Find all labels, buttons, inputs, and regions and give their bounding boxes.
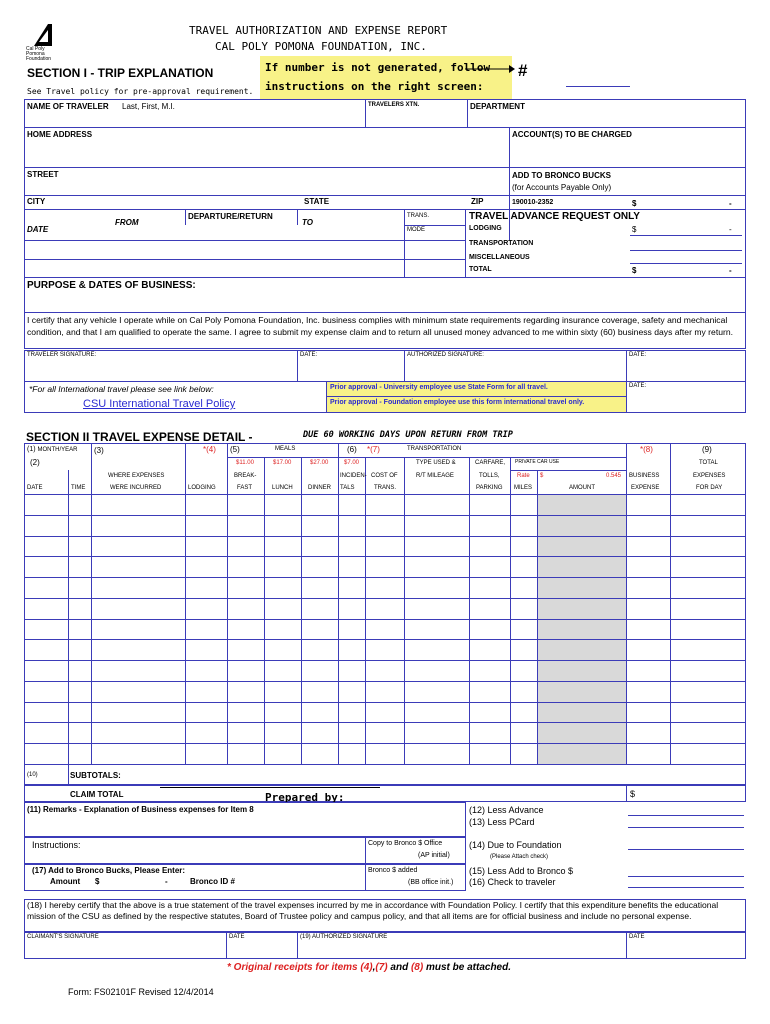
report-number-field[interactable] [566,70,630,84]
incidental-rate: $7.00 [344,460,360,466]
auth-signature-label: AUTHORIZED SIGNATURE: [407,352,484,358]
col7-label: *(7) [367,445,380,454]
lodging-label: LODGING [469,225,502,232]
trans-label: TRANS. [407,213,430,219]
bronco-dash: - [729,199,732,208]
rate-value: 0.545 [606,473,622,479]
parking-label: PARKING [476,485,503,491]
departure-return-label: DEPARTURE/RETURN [188,212,273,221]
lodging-dash: - [729,225,732,234]
rate-dollar: $ [540,473,544,479]
org-name: CAL POLY POMONA FOUNDATION, INC. [215,40,427,53]
bronco-added-label: Bronco $ added [368,867,418,874]
lodging-col-label: LODGING [188,485,216,491]
amount-label: AMOUNT [569,485,595,491]
attach-check-label: (Please Attach check) [490,854,549,860]
date-label: DATE [27,225,49,234]
bronco-sub: (for Accounts Payable Only) [512,183,612,192]
ap-initial-label: (AP initial) [418,852,450,859]
accounts-input[interactable] [512,142,742,164]
to-label: TO [302,218,313,227]
bronco-dollar: $ [632,199,637,208]
street-label: STREET [27,170,59,179]
mode-label: MODE [407,227,425,233]
expenses-label: EXPENSES [693,473,726,479]
total-dash: - [729,266,732,275]
less-pcard-label: (13) Less PCard [469,817,535,827]
expense-label: EXPENSE [631,485,660,491]
subtotals-label: SUBTOTALS: [70,771,121,780]
total-dollar: $ [632,266,637,275]
type-used-label: TYPE USED & [416,460,456,466]
where-expenses-label: WHERE EXPENSES [108,473,165,479]
purpose-label: PURPOSE & DATES OF BUSINESS: [27,280,196,291]
table-row-divider [24,598,746,599]
total-label: TOTAL [469,266,492,273]
were-incurred-label: WERE INCURRED [110,485,162,491]
claimant-date-label: DATE [229,934,245,940]
certification-text: (18) I hereby certify that the above is a true statement of the travel expenses incurred by me in accordance with Foundation Policy. I certify that this expenditure benefits the educational mission of the CSU as defined by the respective statutes, Board of Trustee policy and campus policy, and that all items are for official business and include no personal expense. [27,900,719,921]
table-row-divider [24,702,746,703]
misc-label: MISCELLANEOUS [469,254,530,261]
amount-enter-dollar: $ [95,877,100,886]
rate-label: Rate [517,473,530,479]
copy-bronco-label: Copy to Bronco $ Office [368,840,443,847]
arrow-right-icon [465,64,515,74]
col2-label: (2) [30,458,40,467]
notice-line2: instructions on the right screen: [265,80,484,93]
for-day-label: FOR DAY [696,485,723,491]
form-title: TRAVEL AUTHORIZATION AND EXPENSE REPORT [189,24,448,37]
col5-label: (5) [230,445,240,454]
bronco-id-label: Bronco ID # [190,877,235,886]
time-col-label: TIME [71,485,86,491]
due-foundation-label: (14) Due to Foundation [469,840,562,850]
claimant-signature-label: CLAIMANT'S SIGNATURE [27,934,99,940]
auth-sig-date-label: DATE: [629,352,647,358]
home-address-input[interactable] [27,142,505,164]
traveler-signature-label: TRAVELER SIGNATURE: [27,352,97,358]
authorized-date-label: DATE [629,934,645,940]
amount-enter-label: Amount [50,877,81,886]
lodging-dollar: $ [632,225,637,234]
department-label: DEPARTMENT [470,102,525,111]
col10-label: (10) [27,772,38,778]
col6-label: (6) [347,445,357,454]
department-input[interactable] [470,112,742,125]
csu-policy-link[interactable]: CSU International Travel Policy [83,398,236,410]
fast-label: FAST [237,485,253,491]
table-row-divider [24,681,746,682]
trans-col-label: TRANS. [374,485,397,491]
state-label: STATE [304,197,330,206]
col4-label: *(4) [203,445,216,454]
rt-mileage-label: R/T MILEAGE [416,473,454,479]
zip-label: ZIP [471,197,484,206]
table-row-divider [24,743,746,744]
remarks-label: (11) Remarks - Explanation of Business expenses for Item 8 [27,805,254,814]
traveler-xtn-input[interactable] [368,112,464,125]
cost-of-label: COST OF [371,473,398,479]
table-row-divider [24,577,746,578]
name-hint: Last, First, M.I. [122,102,175,111]
table-row-divider [24,536,746,537]
from-label: FROM [115,218,139,227]
table-row-divider [24,660,746,661]
due-note: DUE 60 WORKING DAYS UPON RETURN FROM TRIP [303,430,513,440]
breakfast-rate: $11.00 [236,460,254,466]
lunch-rate: $17.00 [273,460,292,466]
notice-line1: If number is not generated, follow [265,61,491,74]
bb-initial-label: (BB office init.) [408,879,454,886]
hash-symbol: # [518,61,528,80]
receipts-note: * Original receipts for items (4),(7) and (8) must be attached. [227,962,512,973]
traveler-sig-date-label: DATE: [300,352,318,358]
authorized-signature-label: (19) AUTHORIZED SIGNATURE [300,934,388,940]
amount-enter-dash: - [165,877,168,886]
break-label: BREAK- [234,473,257,479]
form-id: Form: FS02101F Revised 12/4/2014 [68,987,214,997]
tals-label: TALS [340,485,355,491]
intl-date-label: DATE: [629,383,647,389]
instructions-label: Instructions: [32,840,81,850]
logo-text: Cal Poly Pomona Foundation [26,46,52,62]
home-address-label: HOME ADDRESS [27,130,93,139]
business-label: BUSINESS [629,473,660,479]
lunch-label: LUNCH [272,485,293,491]
private-car-label: PRIVATE CAR USE [515,459,560,465]
section1-title: SECTION I - TRIP EXPLANATION [27,66,214,80]
prepared-by-label: Prepared by: [265,791,345,804]
name-label: NAME OF TRAVELER [27,102,109,111]
table-row-divider [24,722,746,723]
transportation-header: TRANSPORTATION [407,446,462,452]
check-traveler-label: (16) Check to traveler [469,877,556,887]
advance-title: TRAVEL ADVANCE REQUEST ONLY [469,211,640,222]
less-add-bronco-label: (15) Less Add to Bronco $ [469,866,574,876]
table-row-divider [24,619,746,620]
table-row-divider [24,515,746,516]
table-row-divider [24,556,746,557]
prior-approval-foundation: Prior approval - Foundation employee use this form international travel only. [330,399,585,406]
section2-title: SECTION II TRAVEL EXPENSE DETAIL - [26,430,253,444]
inciden-label: INCIDEN- [340,473,367,479]
city-label: CITY [27,197,46,206]
add-bronco-enter-label: (17) Add to Bronco Bucks, Please Enter: [32,866,186,875]
meals-label: MEALS [275,446,296,452]
table-row-divider [24,639,746,640]
claim-total-label: CLAIM TOTAL [70,790,124,799]
certify-text: I certify that any vehicle I operate while on Cal Poly Pomona Foundation, Inc. business complies with minimum state requirements regarding insurance coverage, safety and mechanical condition, and that I am qualified to operate the same. I agree to submit my expense claim and to return all unused money advanced to me within sixty (60) business days after my return. [27,315,734,337]
miles-label: MILES [514,485,533,491]
traveler-name-input[interactable] [27,112,361,125]
claim-dollar: $ [630,789,636,799]
less-advance-label: (12) Less Advance [469,805,544,815]
tolls-label: TOLLS, [479,473,500,479]
col1-label: (1) MONTH/YEAR [27,446,78,453]
transportation-label: TRANSPORTATION [469,240,534,247]
accounts-label: ACCOUNT(S) TO BE CHARGED [512,130,632,139]
date-col-label: DATE [27,485,43,491]
purpose-input[interactable] [27,293,741,309]
claim-total-row [24,785,746,802]
total-header: TOTAL [699,460,718,466]
international-note: *For all International travel please see link below: [29,384,214,394]
col8-label: *(8) [640,445,653,454]
dinner-label: DINNER [308,485,332,491]
street-input[interactable] [27,180,505,194]
carfare-label: CARFARE, [475,460,506,466]
bronco-label: ADD TO BRONCO BUCKS [512,171,611,180]
col9-label: (9) [702,445,712,454]
xtn-label: TRAVELERS XTN. [368,102,420,108]
prior-approval-university: Prior approval - University employee use State Form for all travel. [330,384,548,391]
col3-label: (3) [94,446,104,455]
policy-note: See Travel policy for pre-approval requirement. [27,87,254,96]
account-number: 190010-2352 [512,199,554,206]
dinner-rate: $27.00 [310,460,329,466]
